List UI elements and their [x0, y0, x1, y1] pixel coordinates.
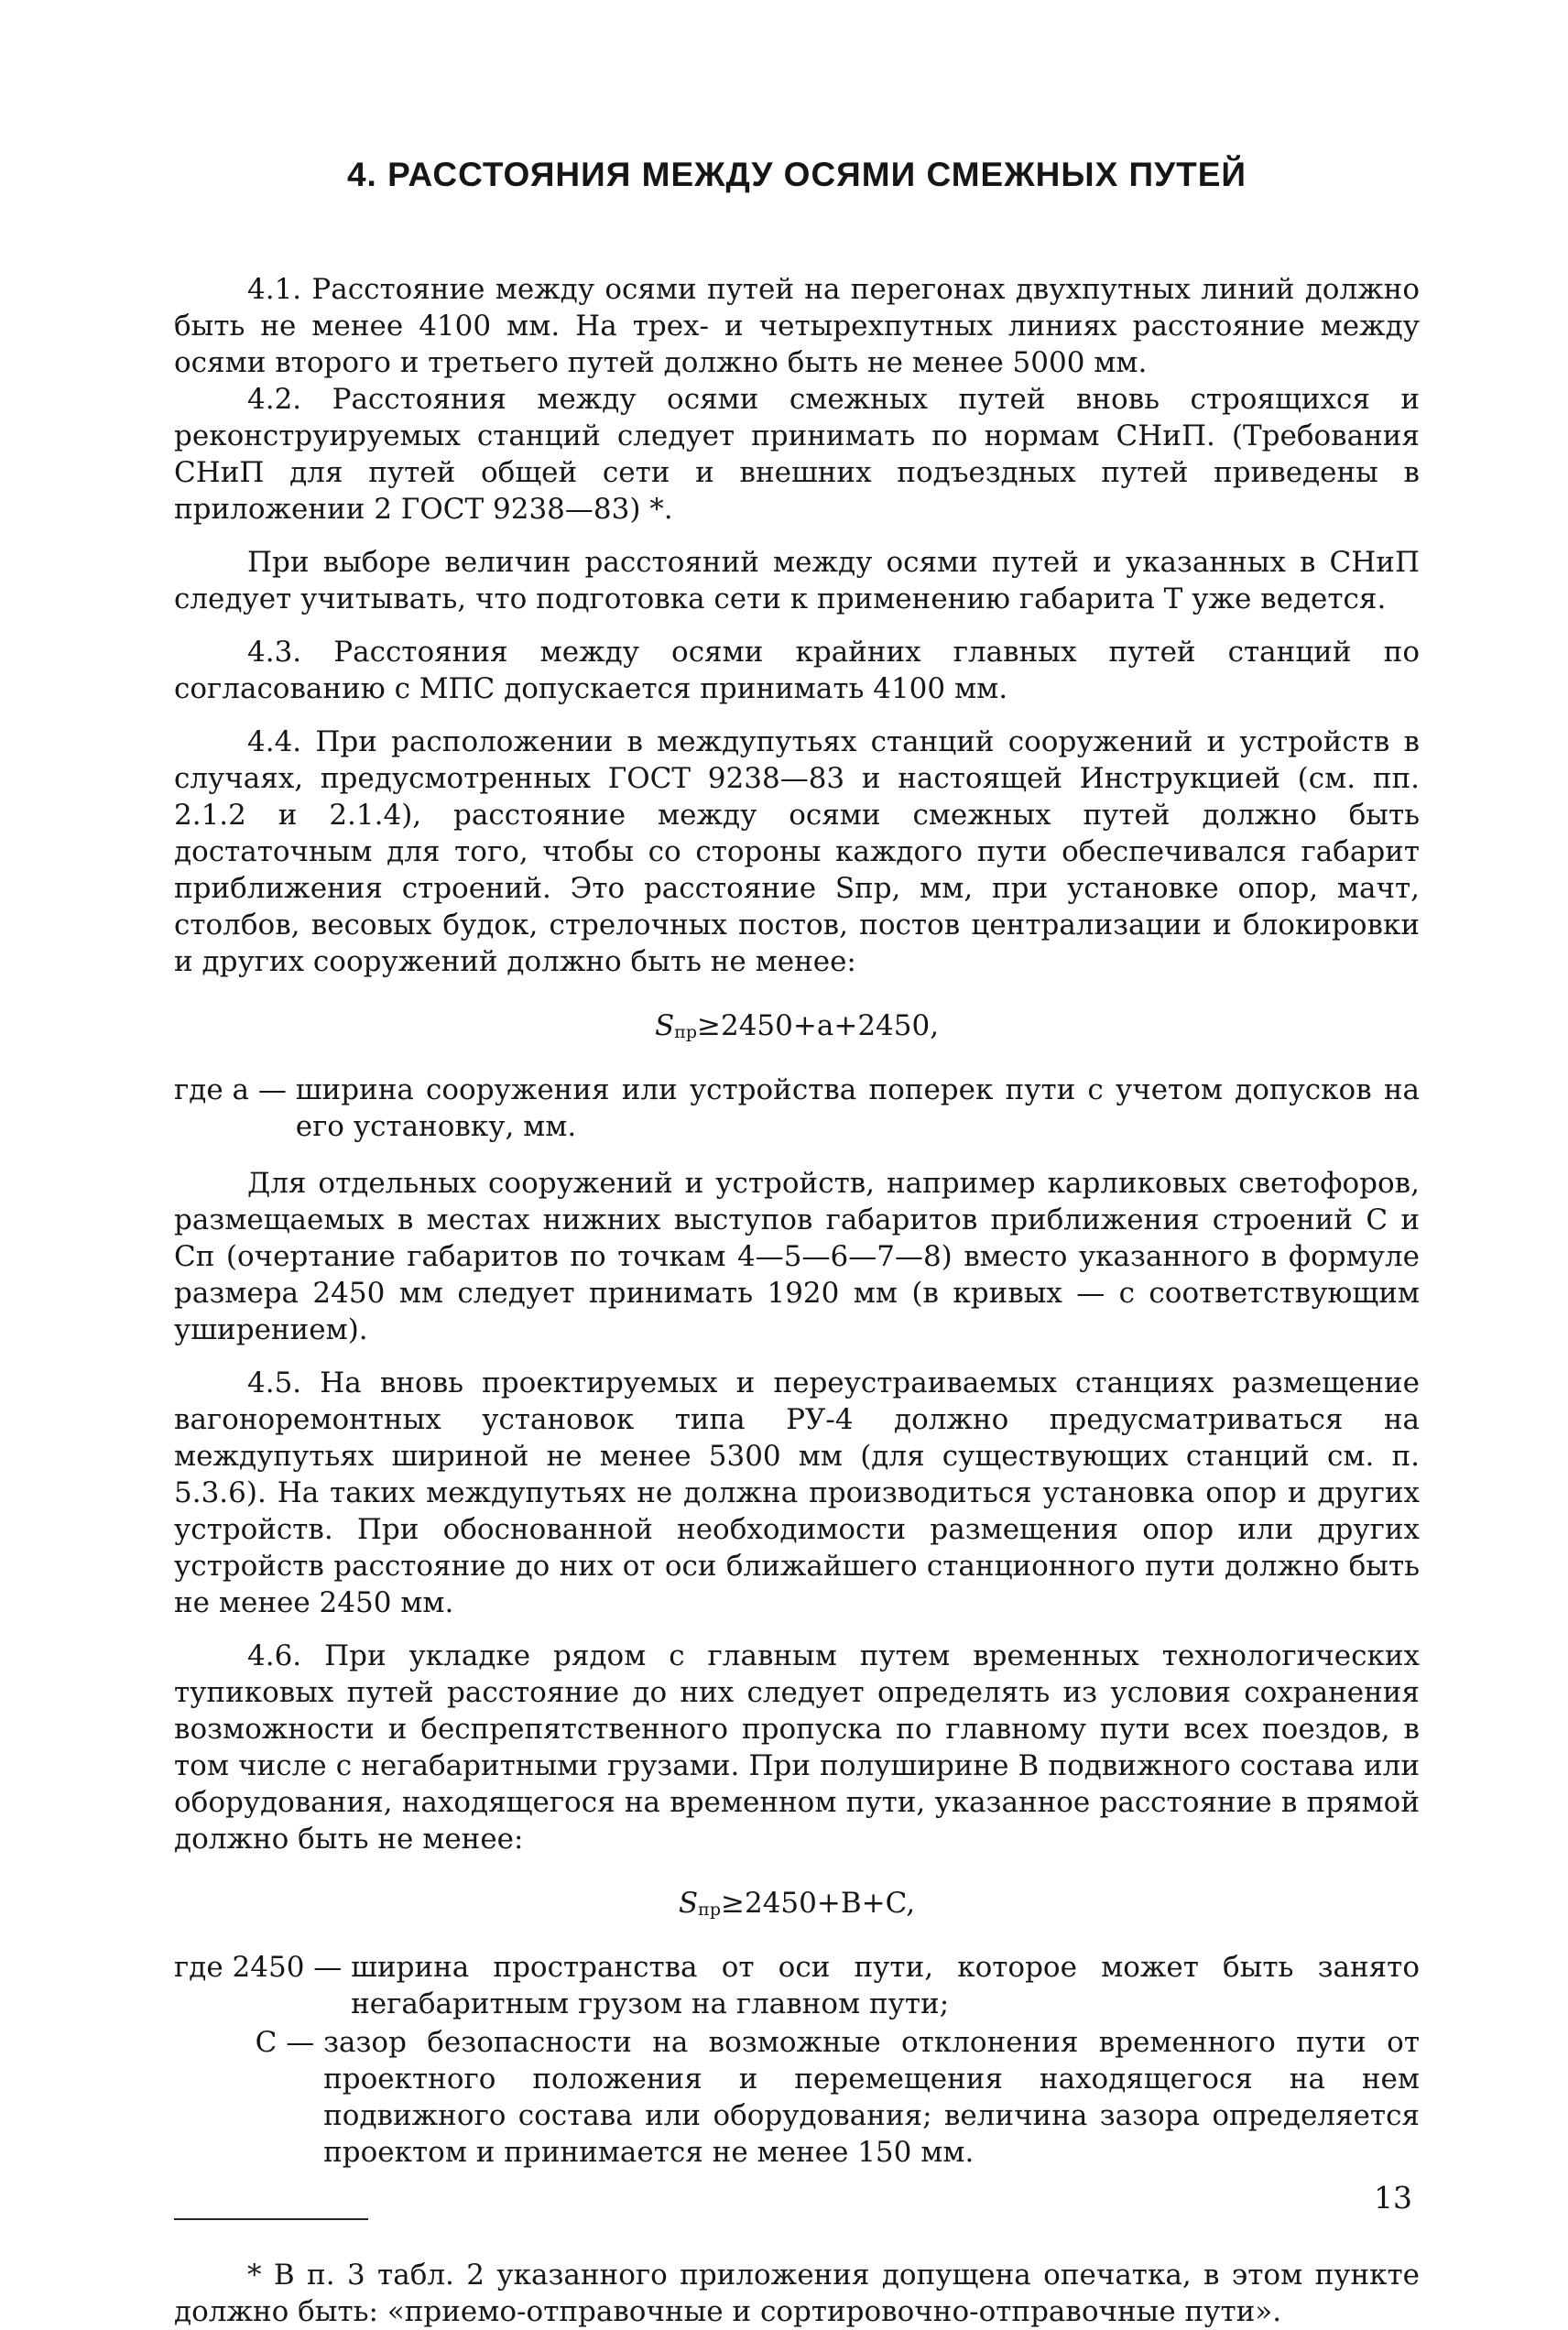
- formula-subscript: пр: [698, 1900, 721, 1920]
- paragraph-4-4: 4.4. При расположении в междупутьях станций сооружений и устройств в случаях, предусмотренных ГОСТ 9238—83 и настоящей Инструкцией (см. пп. 2.1.2 и 2.1.4), расстояние между осями смежных путей должно быть достаточным для того, чтобы со стороны каждого пути обеспечивался габарит приближения строений. Это расстояние Sпр, мм, при установке опор, мачт, столбов, весовых будок, стрелочных постов, постов централизации и блокировки и других сооружений должно быть не менее:: [174, 725, 1420, 978]
- paragraph-4-4-note: Для отдельных сооружений и устройств, например карликовых светофоров, размещаемых в местах нижних выступов габаритов приближения строений С и Сп (очертание габаритов по точкам 4—5—6—7—8) вместо указанного в формуле размера 2450 мм следует принимать 1920 мм (в кривых — с соответствующим уширением).: [174, 1167, 1420, 1346]
- where-key: где a —: [174, 1073, 296, 1106]
- formula-symbol: S: [654, 1009, 675, 1042]
- footnote-text: * В п. 3 табл. 2 указанного приложения допущена опечатка, в этом пункте должно быть: «приемо-отправочные и сортировочно-отправочные пути».: [174, 2259, 1420, 2328]
- page-body: [174, 156, 1420, 2330]
- paragraph-4-2: 4.2. Расстояния между осями смежных путей вновь строящихся и реконструируемых станций следует принимать по нормам СНиП. (Требования СНиП для путей общей сети и внешних подъездных путей приведены в приложении 2 ГОСТ 9238—83) *.: [174, 383, 1420, 526]
- formula-symbol: S: [678, 1887, 699, 1920]
- where-description: ширина сооружения или устройства поперек пути с учетом допусков на его установку, мм.: [295, 1073, 1420, 1143]
- where-key: где 2450 —: [174, 1951, 352, 1984]
- formula-expression: ≥2450+a+2450,: [697, 1009, 940, 1042]
- where-c: [174, 2024, 1420, 2171]
- formula-sp-b-c: [174, 1887, 1420, 1920]
- paragraph-4-3: 4.3. Расстояния между осями крайних главных путей станций по согласованию с МПС допускается принимать 4100 мм.: [174, 636, 1420, 705]
- paragraph-4-2-note: При выборе величин расстояний между осями путей и указанных в СНиП следует учитывать, что подготовка сети к применению габарита Т уже ведется.: [174, 546, 1420, 615]
- section-heading: 4. РАССТОЯНИЯ МЕЖДУ ОСЯМИ СМЕЖНЫХ ПУТЕЙ: [346, 156, 1247, 193]
- formula-expression: ≥2450+B+C,: [721, 1887, 916, 1920]
- paragraph-4-5: 4.5. На вновь проектируемых и переустраиваемых станциях размещение вагоноремонтных установок типа РУ-4 должно предусматриваться на междупутьях шириной не менее 5300 мм (для существующих станций см. п. 5.3.6). На таких междупутьях не должна производиться установка опор и других устройств. При обоснованной необходимости размещения опор или других устройств расстояние до них от оси ближайшего станционного пути должно быть не менее 2450 мм.: [174, 1366, 1420, 1619]
- formula-subscript: пр: [674, 1022, 698, 1042]
- footnote: [174, 2257, 1420, 2330]
- where-description: ширина пространства от оси пути, которое может быть занято негабаритным грузом на главном пути;: [351, 1951, 1420, 2020]
- where-a: [174, 1072, 1420, 1145]
- where-key: C —: [174, 2026, 324, 2059]
- where-2450: [174, 1949, 1420, 2022]
- where-description: зазор безопасности на возможные отклонения временного пути от проектного положения и перемещения находящегося на нем подвижного состава или оборудования; величина зазора определяется проектом и принимается не менее 150 мм.: [323, 2026, 1420, 2169]
- paragraph-4-6: 4.6. При укладке рядом с главным путем временных технологических тупиковых путей расстояние до них следует определять из условия сохранения возможности и беспрепятственного пропуска по главному пути всех поездов, в том числе с негабаритными грузами. При полуширине В подвижного состава или оборудования, находящегося на временном пути, указанное расстояние в прямой должно быть не менее:: [174, 1639, 1420, 1856]
- formula-sp-a: [174, 1009, 1420, 1042]
- page-number: 13: [1374, 2180, 1412, 2216]
- footnote-divider: [174, 2218, 368, 2220]
- paragraph-4-1: 4.1. Расстояние между осями путей на перегонах двухпутных линий должно быть не менее 4100 мм. На трех- и четырехпутных линиях расстояние между осями второго и третьего путей должно быть не менее 5000 мм.: [174, 273, 1420, 379]
